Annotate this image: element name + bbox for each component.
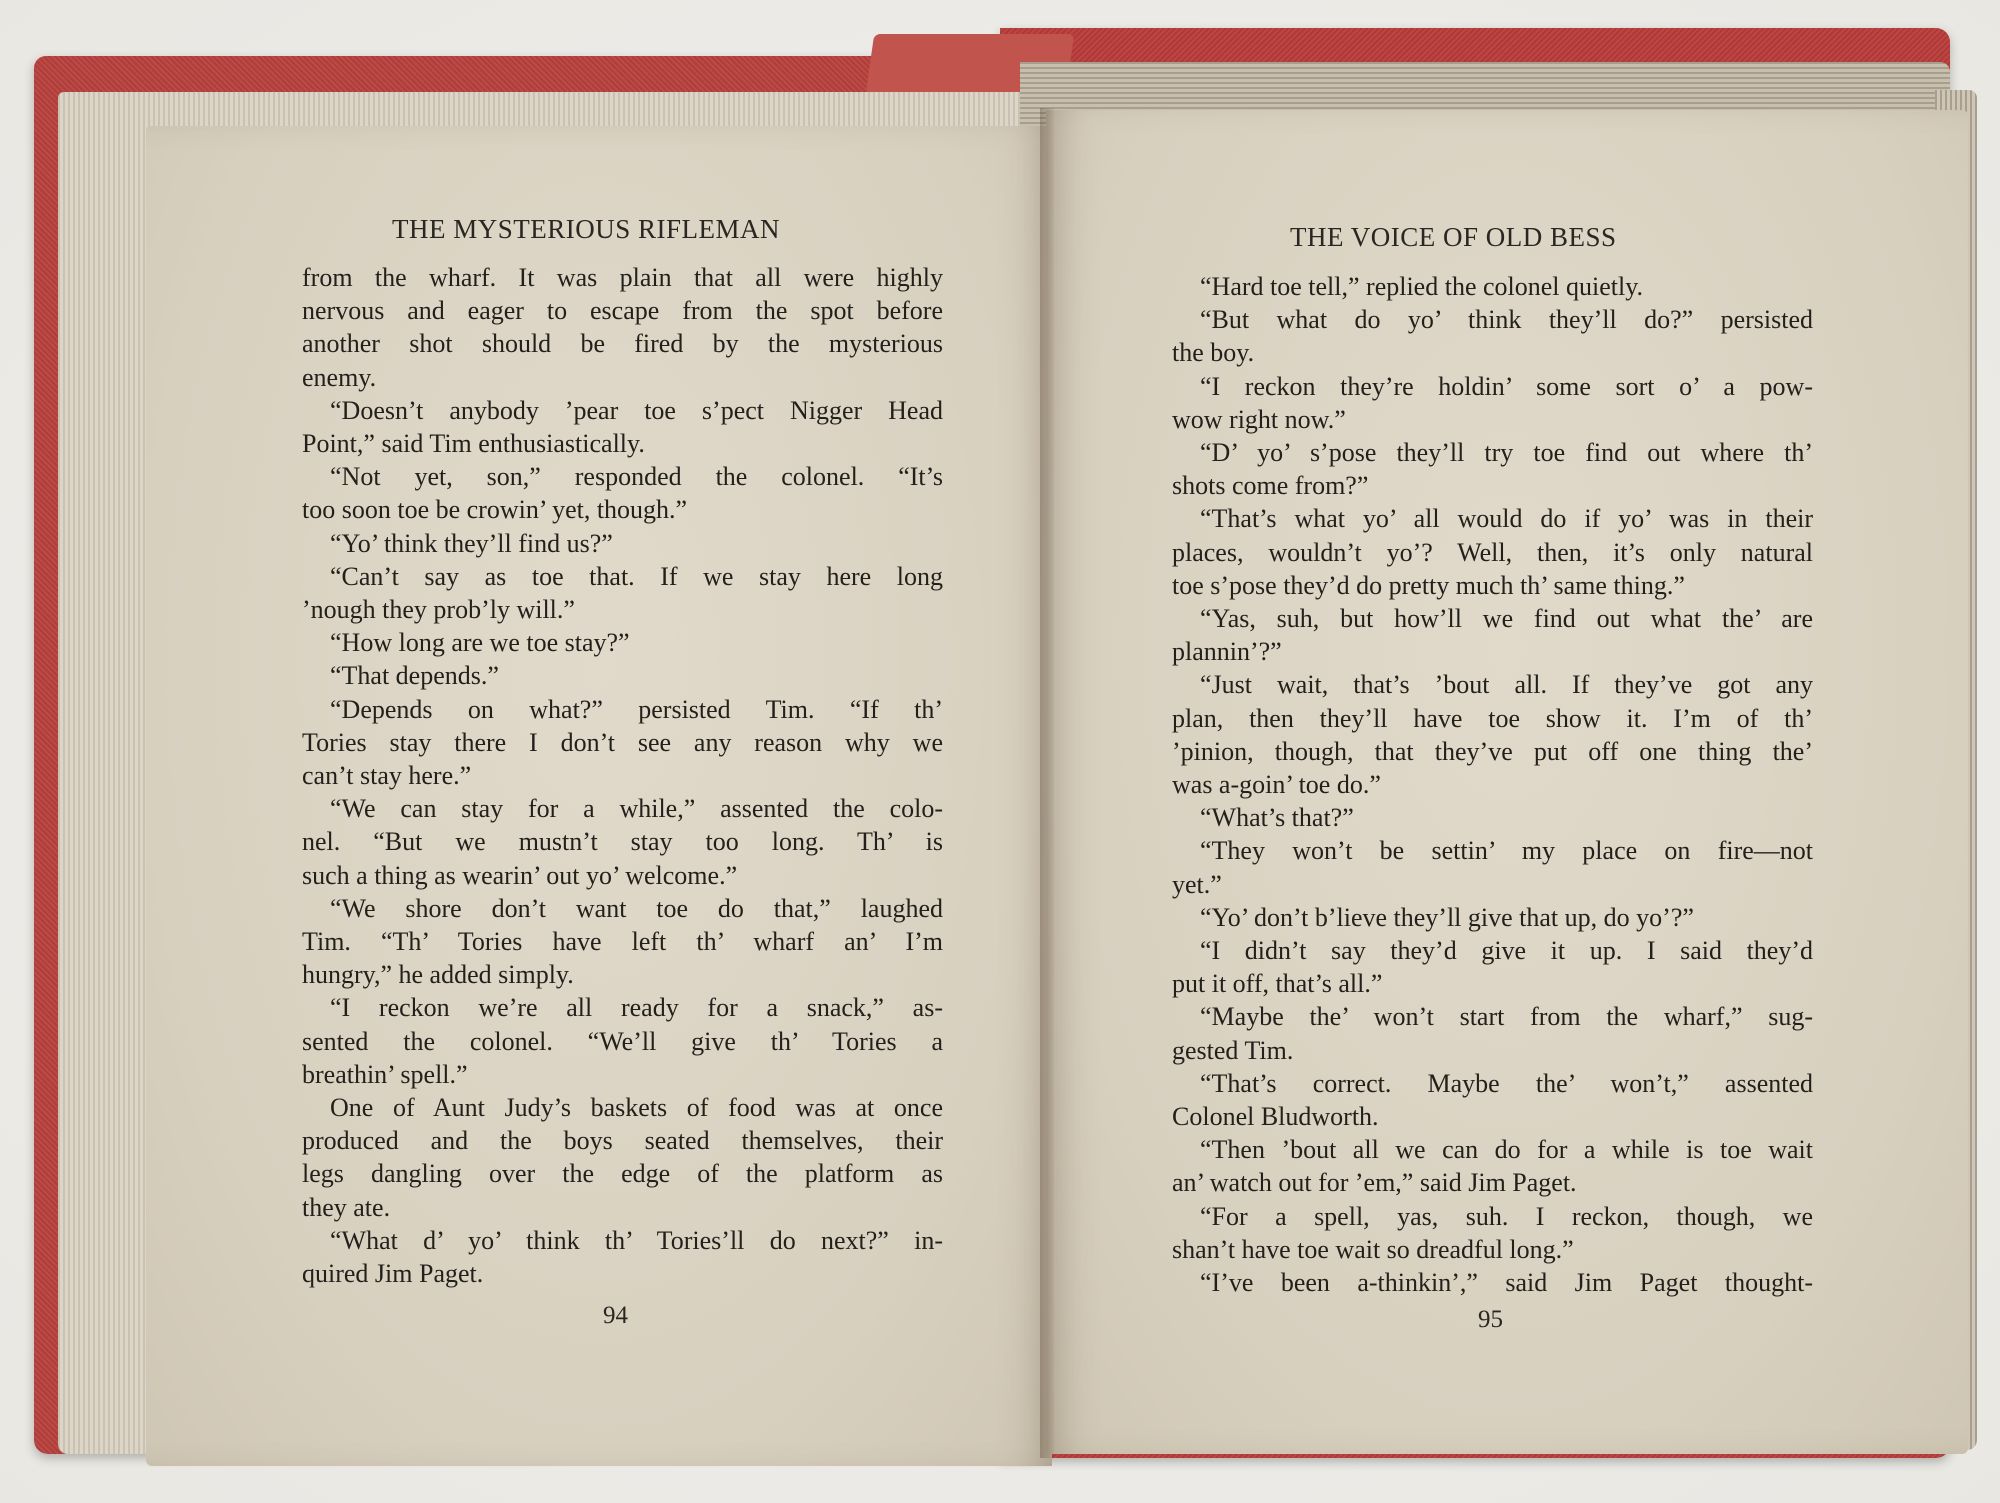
text-line: from the wharf. It was plain that all were highly (302, 263, 943, 292)
text-line: One of Aunt Judy’s baskets of food was at once (330, 1093, 943, 1123)
text-line: such a thing as wearin’ out yo’ welcome.” (302, 860, 738, 890)
text-line: put it off, that’s all.” (1172, 969, 1383, 999)
text-line: “What d’ yo’ think th’ Tories’ll do next?” in- (330, 1225, 943, 1255)
left-running-head: THE MYSTERIOUS RIFLEMAN (392, 214, 781, 244)
text-line: “Maybe the’ won’t start from the wharf,” sug- (1200, 1002, 1813, 1032)
text-line: toe s’pose they’d do pretty much th’ same thing.” (1172, 570, 1685, 600)
text-line: Colonel Bludworth. (1172, 1102, 1379, 1132)
text-line: legs dangling over the edge of the platform as (302, 1159, 943, 1189)
text-line: plannin’?” (1172, 637, 1282, 667)
text-line: “Can’t say as toe that. If we stay here long (330, 561, 943, 591)
text-line: produced and the boys seated themselves, their (302, 1126, 943, 1156)
text-line: Tories stay there I don’t see any reason why we (302, 727, 943, 757)
text-line: “How long are we toe stay?” (330, 628, 630, 658)
text-line: “That depends.” (330, 661, 499, 691)
text-line: “Depends on what?” persisted Tim. “If th’ (330, 694, 943, 724)
right-page-number: 95 (1478, 1306, 1503, 1333)
text-line: “I’ve been a-thinkin’,” said Jim Paget thought- (1200, 1268, 1813, 1298)
text-line: “Yas, suh, but how’ll we find out what the’ are (1200, 604, 1813, 634)
right-running-head: THE VOICE OF OLD BESS (1290, 222, 1617, 252)
text-line: “We can stay for a while,” assented the colo- (330, 794, 943, 824)
text-line: “Yo’ think they’ll find us?” (330, 528, 613, 558)
text-line: wow right now.” (1172, 404, 1346, 434)
text-line: “Just wait, that’s ’bout all. If they’ve got any (1200, 670, 1813, 700)
text-line: enemy. (302, 362, 377, 392)
text-line: “Not yet, son,” responded the colonel. “It’s (330, 462, 943, 492)
text-line: ’pinion, though, that they’ve put off one thing the’ (1172, 736, 1813, 766)
text-line: they ate. (302, 1192, 391, 1222)
text-line: places, wouldn’t yo’? Well, then, it’s only natural (1172, 537, 1813, 567)
text-line: sented the colonel. “We’ll give th’ Tories a (302, 1026, 943, 1056)
text-line: “We shore don’t want toe do that,” laughed (330, 893, 943, 923)
text-line: “But what do yo’ think they’ll do?” persisted (1200, 305, 1813, 335)
book-gutter (1040, 108, 1054, 1458)
text-line: nervous and eager to escape from the spot before (302, 296, 943, 326)
text-line: “They won’t be settin’ my place on fire—not (1200, 836, 1813, 866)
text-line: breathin’ spell.” (302, 1059, 468, 1089)
left-page-number: 94 (603, 1302, 628, 1329)
left-page-body (302, 261, 943, 1290)
text-line: Point,” said Tim enthusiastically. (302, 429, 645, 459)
text-line: shan’t have toe wait so dreadful long.” (1172, 1234, 1574, 1264)
text-line: “D’ yo’ s’pose they’ll try toe find out where th’ (1200, 438, 1813, 468)
text-line: an’ watch out for ’em,” said Jim Paget. (1172, 1168, 1577, 1198)
text-line: can’t stay here.” (302, 761, 472, 791)
text-line: yet.” (1172, 869, 1222, 899)
text-line: “Doesn’t anybody ’pear toe s’pect Nigger Head (330, 395, 943, 425)
text-line: “Hard toe tell,” replied the colonel quietly. (1200, 272, 1644, 301)
text-line: Tim. “Th’ Tories have left th’ wharf an’ I’m (302, 927, 943, 957)
text-line: “That’s correct. Maybe the’ won’t,” assented (1200, 1068, 1813, 1098)
text-line: shots come from?” (1172, 471, 1369, 501)
text-line: was a-goin’ toe do.” (1172, 770, 1381, 800)
text-line: the boy. (1172, 338, 1255, 368)
text-line: “I didn’t say they’d give it up. I said they’d (1200, 936, 1813, 966)
text-line: “What’s that?” (1200, 803, 1354, 833)
text-line: “That’s what yo’ all would do if yo’ was in their (1200, 504, 1813, 534)
text-line: another shot should be fired by the mysterious (302, 329, 943, 359)
text-line: too soon toe be crowin’ yet, though.” (302, 495, 688, 525)
text-line: ’nough they prob’ly will.” (302, 595, 575, 625)
text-line: “Then ’bout all we can do for a while is toe wait (1200, 1135, 1813, 1165)
text-line: nel. “But we mustn’t stay too long. Th’ is (302, 827, 943, 857)
text-line: gested Tim. (1172, 1035, 1294, 1065)
text-line: “I reckon we’re all ready for a snack,” as- (330, 993, 943, 1023)
text-line: quired Jim Paget. (302, 1259, 484, 1289)
text-line: “I reckon they’re holdin’ some sort o’ a pow- (1200, 371, 1813, 401)
text-line: “For a spell, yas, suh. I reckon, though, we (1200, 1201, 1813, 1231)
text-line: hungry,” he added simply. (302, 960, 574, 990)
text-line: plan, then they’ll have toe show it. I’m of th’ (1172, 703, 1813, 733)
right-page-body (1172, 270, 1813, 1299)
text-line: “Yo’ don’t b’lieve they’ll give that up, do yo’?” (1200, 902, 1694, 932)
